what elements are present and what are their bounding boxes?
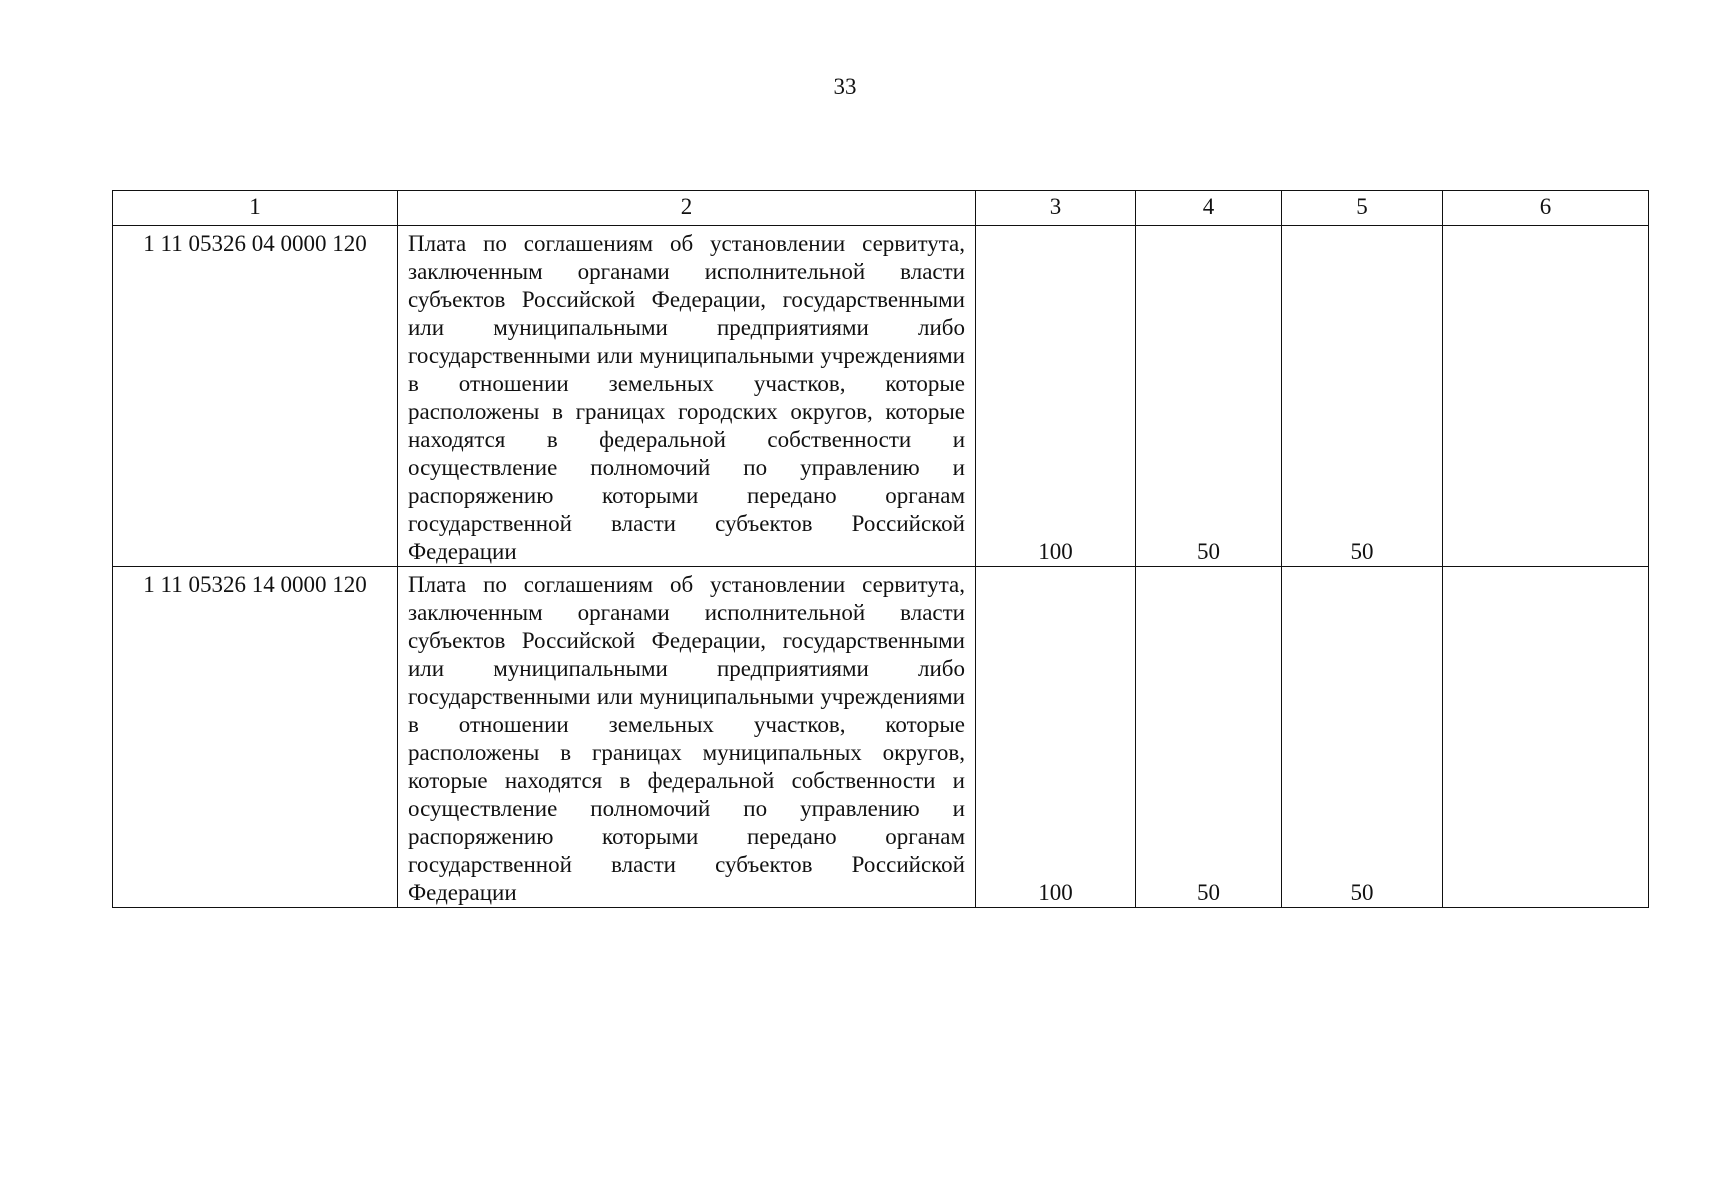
- value-cell-col4: 50: [1136, 567, 1282, 908]
- value-cell-col5: 50: [1282, 226, 1443, 567]
- description-cell: [398, 567, 976, 908]
- value-cell-col3: 100: [976, 226, 1136, 567]
- table-header-row: [113, 191, 1649, 226]
- value-cell-col6: [1443, 567, 1649, 908]
- description-text: Плата по соглашениям об установлении сервитута, заключенным органами исполнительной власти субъектов Российской Федерации, государственными или муниципальными предприятиями либо государственными или муниципальными учреждениями в отношении земельных участков, которые расположены в границах муниципальных округов, которые находятся в федеральной собственности и осуществление полномочий по управлению и распоряжению которыми передано органам государственной власти субъектов Российской Федерации: [408, 572, 965, 905]
- header-cell-1: 1: [113, 191, 398, 226]
- page-number: 33: [833, 74, 857, 99]
- value-cell-col6: [1443, 226, 1649, 567]
- value-cell-col4: 50: [1136, 226, 1282, 567]
- revenue-code-cell: 1 11 05326 14 0000 120: [113, 567, 398, 908]
- value-cell-col3: 100: [976, 567, 1136, 908]
- revenue-code-cell: 1 11 05326 04 0000 120: [113, 226, 398, 567]
- value-cell-col5: 50: [1282, 567, 1443, 908]
- header-cell-2: 2: [398, 191, 976, 226]
- description-cell: [398, 226, 976, 567]
- header-cell-4: 4: [1136, 191, 1282, 226]
- header-cell-5: 5: [1282, 191, 1443, 226]
- budget-table: [112, 190, 1649, 908]
- description-text: Плата по соглашениям об установлении сервитута, заключенным органами исполнительной власти субъектов Российской Федерации, государственными или муниципальными предприятиями либо государственными или муниципальными учреждениями в отношении земельных участков, которые расположены в границах городских округов, которые находятся в федеральной собственности и осуществление полномочий по управлению и распоряжению которыми передано органам государственной власти субъектов Российской Федерации: [408, 231, 965, 564]
- table-row: [113, 226, 1649, 567]
- table-row: [113, 567, 1649, 908]
- header-cell-6: 6: [1443, 191, 1649, 226]
- header-cell-3: 3: [976, 191, 1136, 226]
